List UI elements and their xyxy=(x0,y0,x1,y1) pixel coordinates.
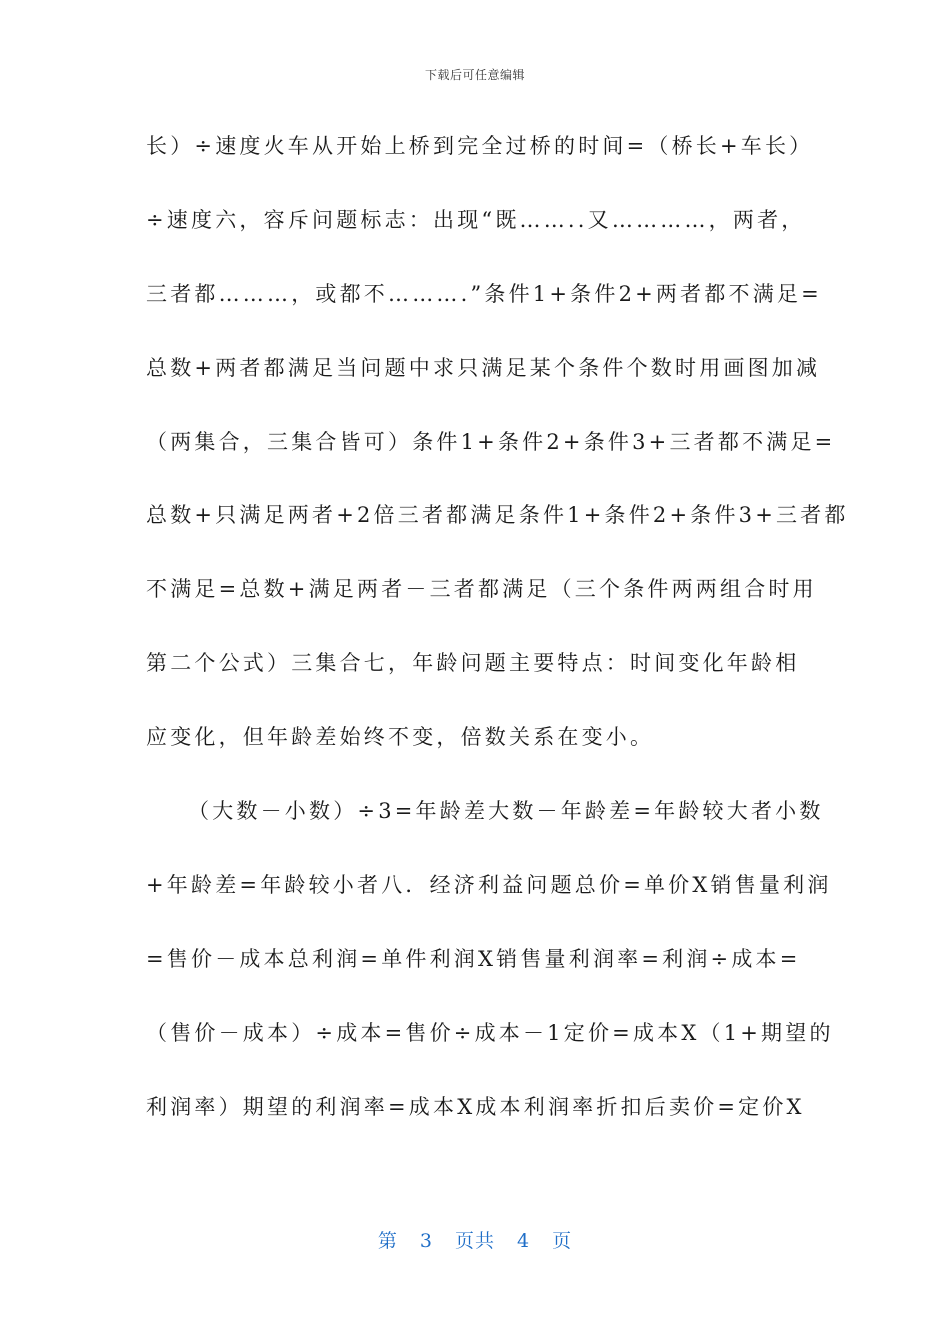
page-footer xyxy=(0,1226,950,1253)
body-line-4: 总数+两者都满足当问题中求只满足某个条件个数时用画图加减 xyxy=(146,355,821,380)
body-text xyxy=(146,128,849,1162)
footer-suffix: 页 xyxy=(552,1230,573,1252)
body-line-9: 应变化，但年龄差始终不变，倍数关系在变小。 xyxy=(146,725,655,750)
body-line-1: 长）÷速度火车从开始上桥到完全过桥的时间=（桥长+车长） xyxy=(146,134,814,158)
footer-page-number: 3 xyxy=(419,1230,433,1252)
body-line-3: 三者都………，或都不……….”条件1+条件2+两者都不满足= xyxy=(146,281,822,306)
body-line-8: 第二个公式）三集合七，年龄问题主要特点：时间变化年龄相 xyxy=(146,651,800,676)
footer-total-pages: 4 xyxy=(517,1230,531,1252)
body-line-2: ÷速度六，容斥问题标志：出现“既……..又…………，两者， xyxy=(146,207,806,232)
body-line-12: =售价－成本总利润=单件利润X销售量利润率=利润÷成本= xyxy=(146,946,801,971)
body-line-14: 利润率）期望的利润率=成本X成本利润率折扣后卖价=定价X xyxy=(146,1094,805,1119)
body-line-6: 总数+只满足两者+2倍三者都满足条件1+条件2+条件3+三者都 xyxy=(146,503,849,528)
page-header: 下载后可任意编辑 xyxy=(424,68,525,82)
body-line-5: （两集合，三集合皆可）条件1+条件2+条件3+三者都不满足= xyxy=(146,429,836,454)
body-line-10: （大数－小数）÷3=年龄差大数－年龄差=年龄较大者小数 xyxy=(188,799,824,824)
footer-prefix: 第 xyxy=(377,1230,398,1252)
body-line-13: （售价－成本）÷成本=售价÷成本－1定价=成本X（1+期望的 xyxy=(146,1020,834,1045)
body-line-11: +年龄差=年龄较小者八．经济利益问题总价=单价X销售量利润 xyxy=(146,872,832,897)
footer-middle: 页共 xyxy=(454,1230,495,1252)
body-line-7: 不满足=总数+满足两者－三者都满足（三个条件两两组合时用 xyxy=(146,577,817,602)
